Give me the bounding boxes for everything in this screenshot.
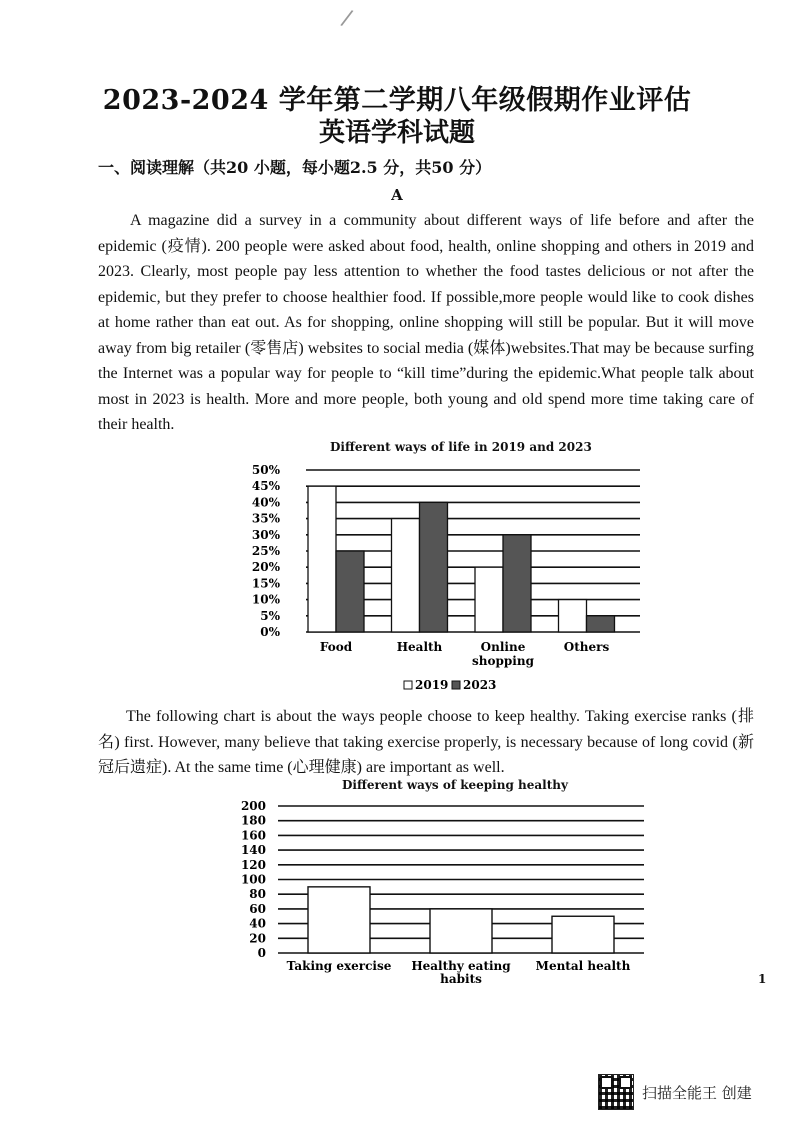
section-heading: 一、阅读理解（共20 小题，每小题2.5 分，共50 分） (98, 158, 492, 177)
chart2-xtick-label: Mental health (535, 959, 631, 973)
chart1-ytick-label: 15% (251, 576, 280, 591)
chart2-bar (552, 916, 614, 953)
chart1-ytick-label: 35% (251, 511, 280, 526)
chart1-ytick-label: 40% (251, 495, 280, 510)
chart2-xtick-label-line2: habits (440, 972, 482, 986)
chart1-legend-label: 2019 (415, 678, 449, 692)
chart1-legend-swatch (404, 681, 412, 689)
chart1-bar-2023 (336, 551, 364, 632)
chart1-xtick-label: Online (480, 640, 526, 654)
chart1-ytick-label: 20% (251, 560, 280, 575)
chart1-bar-2019 (392, 519, 420, 632)
chart1-ytick-label: 10% (251, 592, 280, 607)
chart1-ytick-label: 30% (251, 527, 280, 542)
chart2-ytick-label: 60 (249, 901, 266, 916)
scanner-footer (598, 1074, 752, 1110)
chart1-title: Different ways of life in 2019 and 2023 (330, 440, 592, 454)
chart2-xtick-label: Taking exercise (286, 959, 392, 973)
chart1-xtick-label: Health (396, 640, 443, 654)
exam-title: 2023-2024 学年第二学期八年级假期作业评估 (102, 85, 692, 116)
chart1-ytick-label: 0% (260, 625, 280, 639)
chart2-ytick-label: 100 (240, 872, 266, 887)
chart2-ytick-label: 180 (240, 813, 266, 828)
passage-paragraph-2: The following chart is about the ways people choose to keep healthy. Taking exercise ranks (排名) first. However, many believe that taking exercise properly, is necessary because of long covid (新冠后遗症). At the same time (心理健康) are important as well. (98, 708, 754, 776)
exam-subtitle: 英语学科试题 (318, 118, 475, 148)
chart2-ytick-label: 0 (257, 946, 266, 960)
chart1-legend-label: 2023 (463, 678, 497, 692)
chart1-bar-2023 (503, 535, 531, 632)
chart1-ytick-label: 25% (251, 544, 280, 558)
pen-mark-icon: / (338, 5, 355, 32)
chart2-bar (430, 909, 492, 953)
chart2-ytick-label: 200 (240, 799, 266, 813)
chart2-ytick-label: 120 (240, 857, 266, 872)
chart2-bar (308, 887, 370, 953)
chart1-ytick-label: 45% (251, 479, 280, 494)
chart1-ytick-label: 50% (251, 463, 280, 477)
chart2-ytick-label: 140 (240, 843, 266, 858)
qr-code-icon (598, 1074, 634, 1110)
chart1-xtick-label-line2: shopping (472, 654, 534, 668)
chart1-bar-2023 (420, 502, 448, 632)
chart1-legend-swatch (452, 681, 460, 689)
chart2-ytick-label: 80 (249, 887, 266, 902)
chart1-xtick-label: Food (319, 640, 353, 654)
chart1-bar-2019 (308, 486, 336, 632)
chart2-xtick-label: Healthy eating (411, 959, 511, 973)
chart1-bar-2019 (559, 600, 587, 632)
passage-label: A (391, 186, 403, 204)
chart1-ytick-label: 5% (260, 608, 280, 623)
chart2-ytick-label: 40 (249, 916, 266, 931)
chart2-ytick-label: 20 (249, 931, 266, 946)
chart1-xtick-label: Others (563, 640, 610, 654)
chart1-bar-2019 (475, 567, 503, 632)
chart2-ytick-label: 160 (240, 828, 266, 843)
passage-paragraph-1: A magazine did a survey in a community about different ways of life before and after the epidemic (疫情). 200 people were asked about food, health, online shopping and others in 2019 and 2023. Clearly, most people pay less attention to whether the food tastes delicious or not after the epidemic, but they prefer to choose healthier food. If possible,more people would like to cook dishes at home rather than eat out. As for shopping, online shopping will still be popular. But it will move away from big retailer (零售店) websites to social media (媒体)websites.That may be because surfing the Internet was a popular way for people to “kill time”during the epidemic.What people talk about most in 2023 is health. More and more people, both young and old spend more time taking care of their health. (98, 212, 754, 433)
chart1-bar-2023 (587, 616, 615, 632)
page-number: 1 (758, 972, 767, 986)
scanner-credit: 扫描全能王 创建 (642, 1083, 752, 1102)
chart2-title: Different ways of keeping healthy (342, 778, 568, 792)
